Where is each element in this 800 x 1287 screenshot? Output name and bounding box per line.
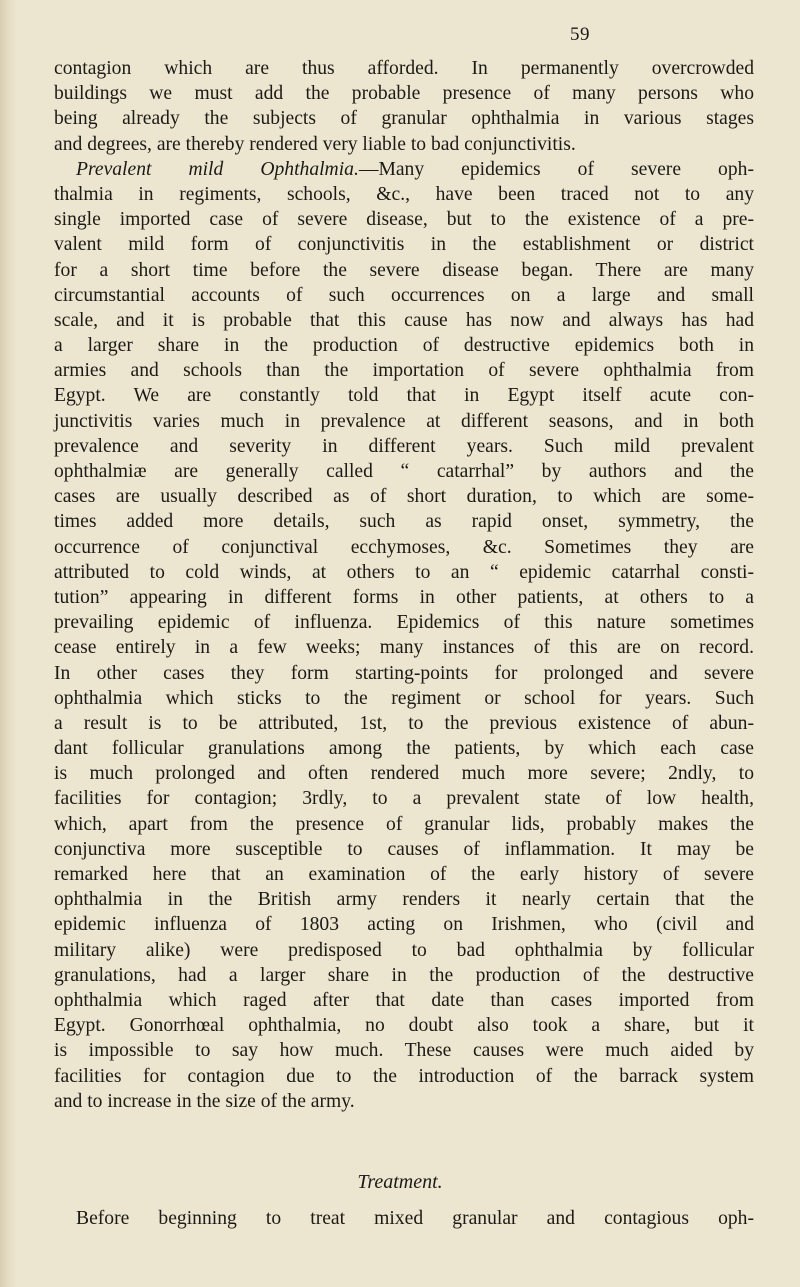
text-line: Before beginning to treat mixed granular and contagious oph- (76, 1208, 754, 1229)
text-line: ophthalmia which sticks to the regiment or school for years. Such (54, 687, 754, 709)
text-line: epidemic influenza of 1803 acting on Irishmen, who (civil and (54, 914, 754, 936)
inline-heading-prevalent: Prevalent mild Ophthalmia. (76, 158, 359, 180)
text-line: Egypt. Gonorrhœal ophthalmia, no doubt also took a share, but it (54, 1015, 754, 1037)
text-line: contagion which are thus afforded. In permanently overcrowded (54, 58, 754, 79)
text-line: conjunctiva more susceptible to causes of inflammation. It may be (54, 838, 754, 860)
text-line: junctivitis varies much in prevalence at different seasons, and in both (54, 410, 754, 432)
text-line: remarked here that an examination of the early history of severe (54, 864, 754, 885)
text-line: armies and schools than the importation of severe ophthalmia from (54, 360, 754, 382)
text-line: cases are usually described as of short duration, to which are some- (54, 486, 754, 508)
text-line: prevalence and severity in different years. Such mild prevalent (54, 435, 754, 457)
text-line: circumstantial accounts of such occurrences on a large and small (54, 284, 754, 306)
text-line: prevailing epidemic of influenza. Epidemics of this nature sometimes (54, 612, 754, 634)
text-line: thalmia in regiments, schools, &c., have been traced not to any (54, 183, 754, 205)
text-line: and to increase in the size of the army. (54, 1090, 355, 1112)
text-line: facilities for contagion due to the introduction of the barrack system (54, 1065, 754, 1087)
paragraph-start-line (54, 157, 754, 182)
text-line: attributed to cold winds, at others to an “ epidemic catarrhal consti- (54, 561, 754, 583)
page-number: 59 (570, 24, 590, 45)
text-line: granulations, had a larger share in the production of the destructive (54, 964, 754, 986)
text-line: cease entirely in a few weeks; many instances of this are on record. (54, 637, 754, 659)
text-line: tution” appearing in different forms in other patients, at others to a (54, 586, 754, 608)
text-line: Egypt. We are constantly told that in Egypt itself acute con- (54, 385, 754, 407)
text-line: being already the subjects of granular ophthalmia in various stages (54, 108, 754, 130)
text-line: military alike) were predisposed to bad ophthalmia by follicular (54, 939, 754, 961)
inline-heading-rest: —Many epidemics of severe oph- (358, 158, 754, 180)
text-line: ophthalmiæ are generally called “ catarrhal” by authors and the (54, 461, 754, 482)
text-line: for a short time before the severe disease began. There are many (54, 259, 754, 281)
text-line: times added more details, such as rapid onset, symmetry, the (54, 511, 754, 533)
section-heading: Treatment. (357, 1171, 443, 1193)
text-line: a larger share in the production of destructive epidemics both in (54, 335, 754, 357)
text-line: valent mild form of conjunctivitis in the establishment or district (54, 234, 754, 256)
text-line: ophthalmia which raged after that date than cases imported from (54, 989, 754, 1011)
text-line: which, apart from the presence of granular lids, probably makes the (54, 813, 754, 835)
text-line: facilities for contagion; 3rdly, to a prevalent state of low health, (54, 788, 754, 810)
text-line: dant follicular granulations among the patients, by which each case (54, 738, 754, 760)
text-line: ophthalmia in the British army renders it nearly certain that the (54, 889, 754, 911)
text-line: occurrence of conjunctival ecchymoses, &c. Sometimes they are (54, 536, 754, 558)
text-line: buildings we must add the probable presence of many persons who (54, 83, 754, 105)
text-line: and degrees, are thereby rendered very liable to bad conjunctivitis. (54, 133, 576, 155)
text-line: a result is to be attributed, 1st, to the previous existence of abun- (54, 712, 754, 734)
text-line: is impossible to say how much. These causes were much aided by (54, 1040, 754, 1062)
text-line: In other cases they form starting-points for prolonged and severe (54, 662, 754, 684)
text-line: is much prolonged and often rendered much more severe; 2ndly, to (54, 763, 754, 785)
text-line: single imported case of severe disease, but to the existence of a pre- (54, 209, 754, 231)
page-left-edge (0, 0, 16, 1287)
text-line: scale, and it is probable that this cause has now and always has had (54, 309, 754, 331)
body-text (54, 56, 754, 1114)
